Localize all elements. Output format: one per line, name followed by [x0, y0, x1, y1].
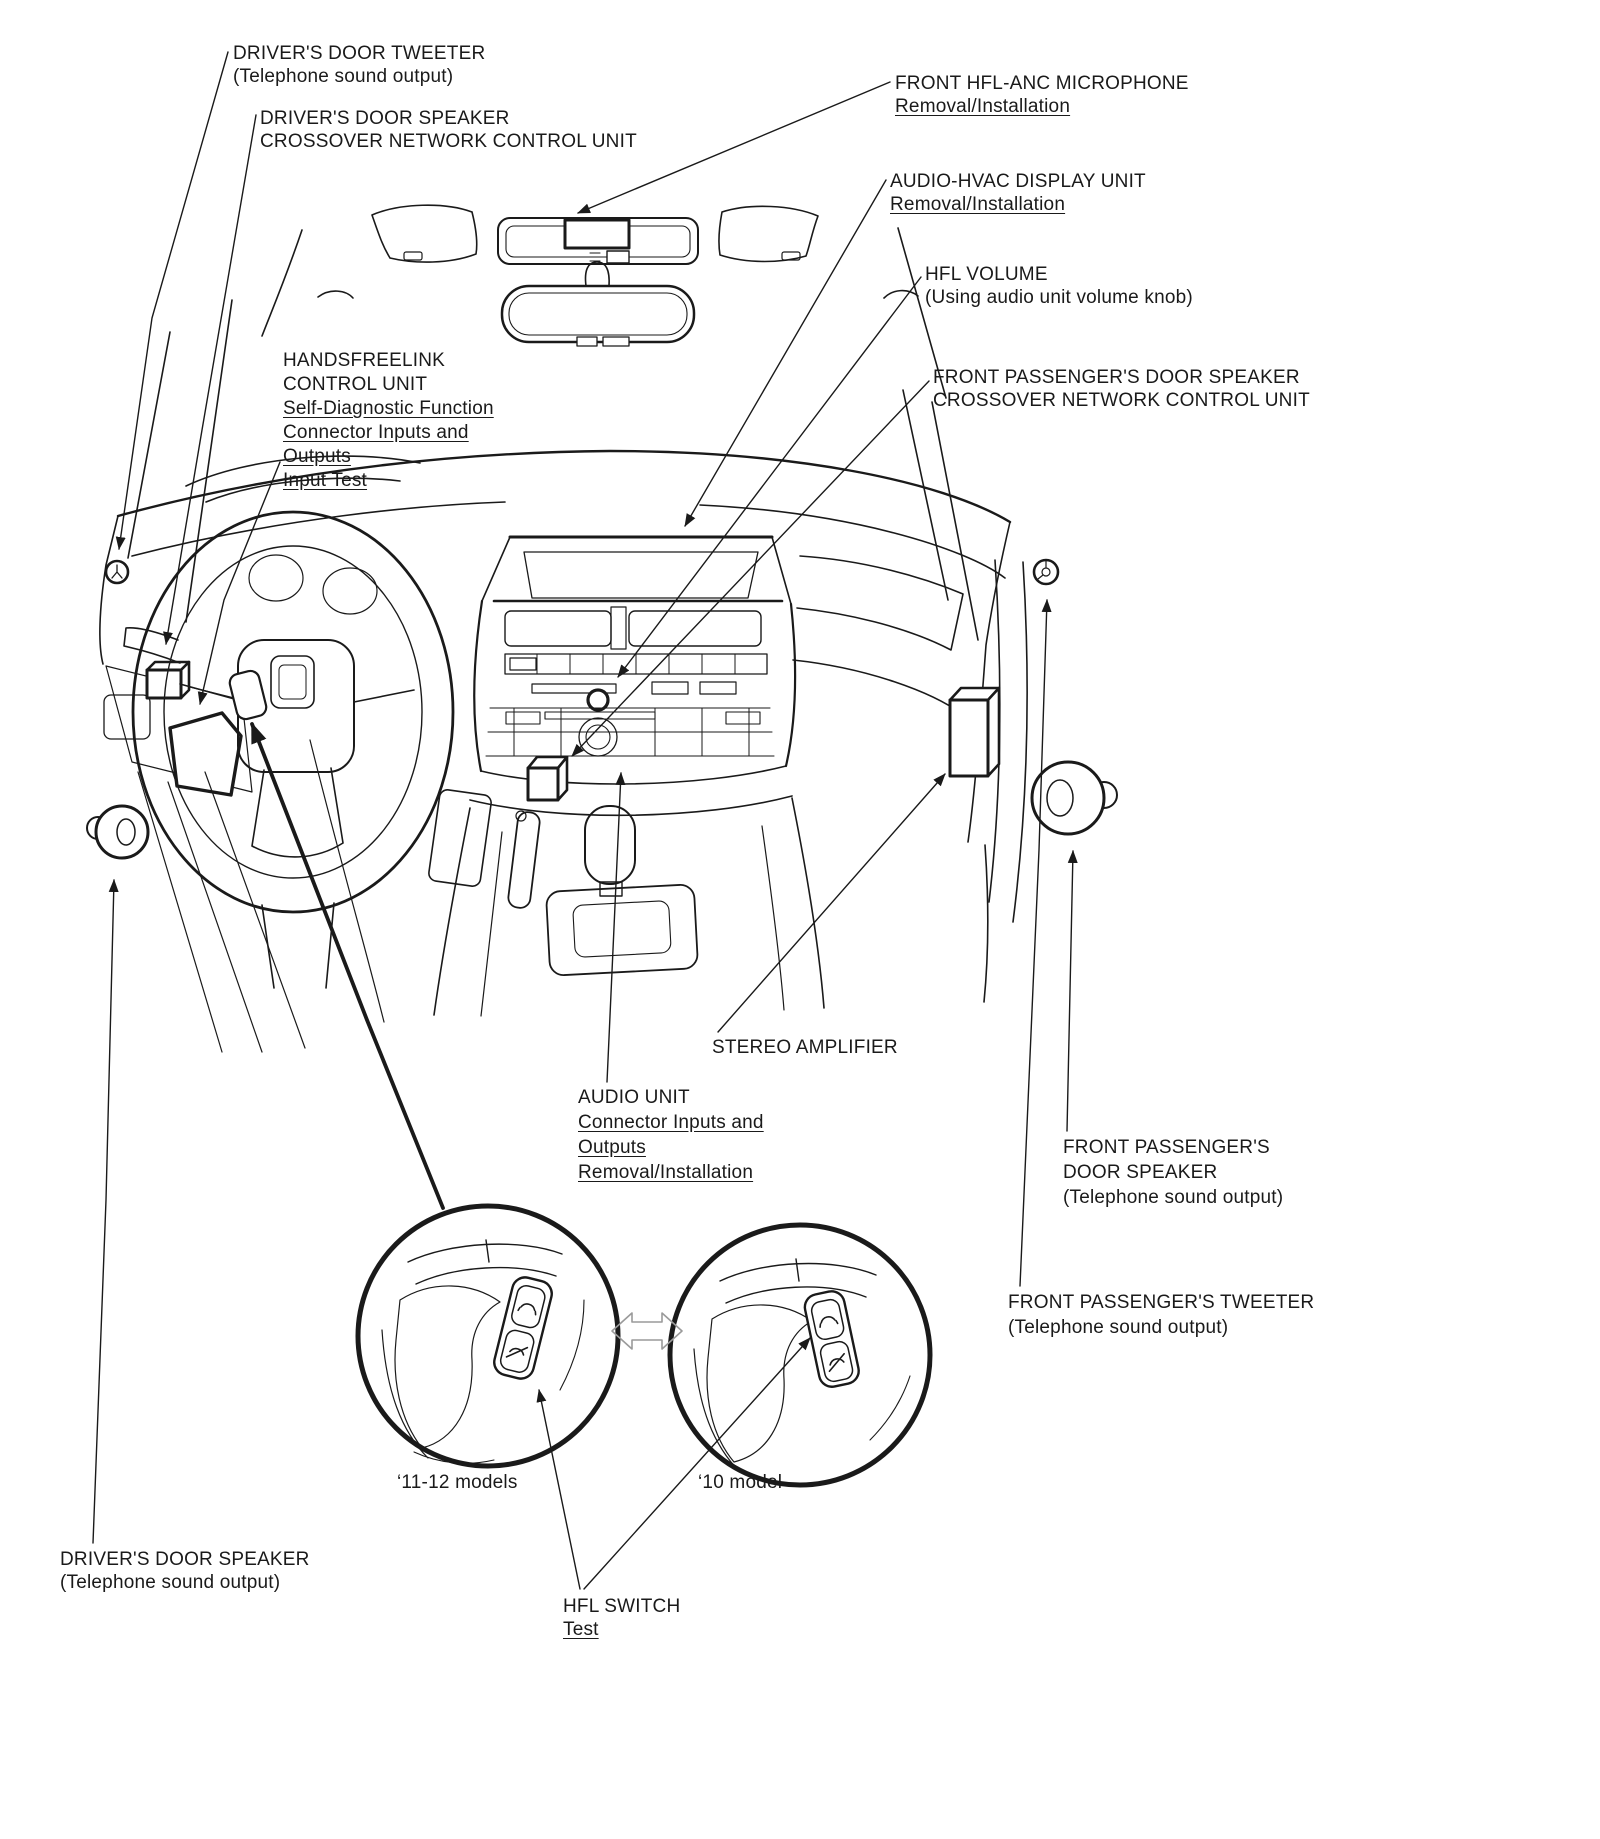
leader-inset-magnifier: [252, 724, 443, 1208]
shift-knob: [585, 806, 635, 884]
stereo-amplifier-part: [950, 688, 999, 776]
label-line: (Telephone sound output): [1008, 1317, 1229, 1338]
hfl-switch-part: [228, 669, 268, 721]
link-input-test[interactable]: Input Test: [283, 470, 368, 491]
label-line: CONTROL UNIT: [283, 374, 428, 395]
label-line: FRONT PASSENGER'S TWEETER: [1008, 1292, 1315, 1313]
parking-brake-lever: [507, 811, 541, 909]
driver-door-speaker-part: [87, 806, 148, 858]
gauge-left: [249, 555, 303, 601]
center-stack: [470, 537, 795, 815]
caption-10-model: [698, 1471, 782, 1494]
glovebox: [797, 556, 963, 650]
passenger-tweeter-part: [1034, 560, 1058, 584]
label-stereo-amplifier: [712, 1036, 898, 1059]
inset-10-model: [670, 1225, 930, 1485]
link-connector-inputs-outputs[interactable]: Outputs: [283, 446, 351, 467]
label-audio-unit: [578, 1085, 764, 1185]
driver-crossover-network-control-unit-part: [147, 662, 189, 698]
label-line: ‘10 model: [698, 1472, 783, 1493]
label-audio-hvac-display-unit: [890, 170, 1146, 216]
label-front-passenger-door-speaker: [1063, 1135, 1283, 1210]
label-line: DOOR SPEAKER: [1063, 1162, 1218, 1183]
label-hfl-volume: [925, 263, 1193, 309]
label-driver-door-speaker: [60, 1548, 310, 1594]
label-line: (Telephone sound output): [233, 66, 454, 87]
label-line: FRONT HFL-ANC MICROPHONE: [895, 73, 1189, 94]
leader-driver-crossover: [166, 115, 256, 644]
label-hfl-switch: [563, 1595, 680, 1641]
steering-badge: [271, 656, 314, 708]
label-line: FRONT PASSENGER'S DOOR SPEAKER: [933, 367, 1300, 388]
audio-hvac-display-part: [524, 552, 758, 598]
label-line: DRIVER'S DOOR TWEETER: [233, 43, 486, 64]
link-connector-inputs-outputs[interactable]: Outputs: [578, 1137, 646, 1158]
label-line: HFL SWITCH: [563, 1596, 681, 1617]
leader-driver-door-speaker: [93, 880, 114, 1543]
leader-passenger-crossover: [572, 381, 929, 756]
leader-audio-hvac-display: [685, 180, 886, 526]
leader-stereo-amplifier: [718, 774, 945, 1032]
label-driver-door-tweeter: [233, 42, 485, 88]
label-line: (Using audio unit volume knob): [925, 287, 1193, 308]
leader-passenger-door-speaker: [1067, 851, 1073, 1131]
hfl-volume-knob-part: [588, 690, 608, 710]
label-handsfreelink-control-unit: [283, 349, 494, 493]
hfl-anc-microphone-part: [565, 220, 629, 248]
link-connector-inputs-outputs[interactable]: Connector Inputs and: [283, 422, 469, 443]
link-self-diagnostic-function[interactable]: Self-Diagnostic Function: [283, 398, 494, 419]
label-line: AUDIO UNIT: [578, 1087, 690, 1108]
leader-audio-unit: [607, 773, 621, 1082]
link-removal-installation[interactable]: Removal/Installation: [578, 1162, 754, 1183]
handsfreelink-control-unit-part: [170, 713, 241, 795]
label-front-passenger-tweeter: [1008, 1290, 1314, 1340]
leader-passenger-tweeter: [1020, 600, 1047, 1286]
car-interior-drawing: [87, 205, 1117, 1052]
passenger-door-speaker-part: [1032, 762, 1117, 834]
label-line: CROSSOVER NETWORK CONTROL UNIT: [933, 390, 1310, 411]
grab-handle-left: [318, 291, 353, 298]
label-line: HANDSFREELINK: [283, 350, 446, 371]
label-line: (Telephone sound output): [1063, 1187, 1284, 1208]
passenger-crossover-network-control-unit-part: [528, 757, 567, 800]
label-line: CROSSOVER NETWORK CONTROL UNIT: [260, 131, 637, 152]
grab-handle-right: [884, 291, 918, 298]
label-line: STEREO AMPLIFIER: [712, 1037, 898, 1058]
rearview-mirror: [502, 262, 694, 346]
link-removal-installation[interactable]: Removal/Installation: [890, 194, 1066, 215]
link-connector-inputs-outputs[interactable]: Connector Inputs and: [578, 1112, 764, 1133]
center-console: [138, 740, 824, 1052]
label-line: (Telephone sound output): [60, 1572, 281, 1593]
label-line: HFL VOLUME: [925, 264, 1048, 285]
label-line: AUDIO-HVAC DISPLAY UNIT: [890, 171, 1146, 192]
inset-11-12-models: [358, 1206, 618, 1466]
overhead-console: [498, 218, 698, 264]
link-test[interactable]: Test: [563, 1619, 599, 1640]
label-driver-door-speaker-crossover: [260, 107, 637, 153]
leader-driver-tweeter: [119, 52, 228, 549]
label-front-hfl-anc-microphone: [895, 72, 1189, 118]
link-removal-installation[interactable]: Removal/Installation: [895, 96, 1071, 117]
caption-11-12-models: [397, 1471, 518, 1494]
label-line: DRIVER'S DOOR SPEAKER: [260, 108, 510, 129]
label-line: DRIVER'S DOOR SPEAKER: [60, 1549, 310, 1570]
gauge-right: [323, 568, 377, 614]
driver-door-tweeter-part: [106, 561, 128, 583]
label-front-passenger-door-speaker-crossover: [933, 366, 1310, 412]
label-line: FRONT PASSENGER'S: [1063, 1137, 1270, 1158]
label-line: ‘11-12 models: [397, 1472, 518, 1493]
